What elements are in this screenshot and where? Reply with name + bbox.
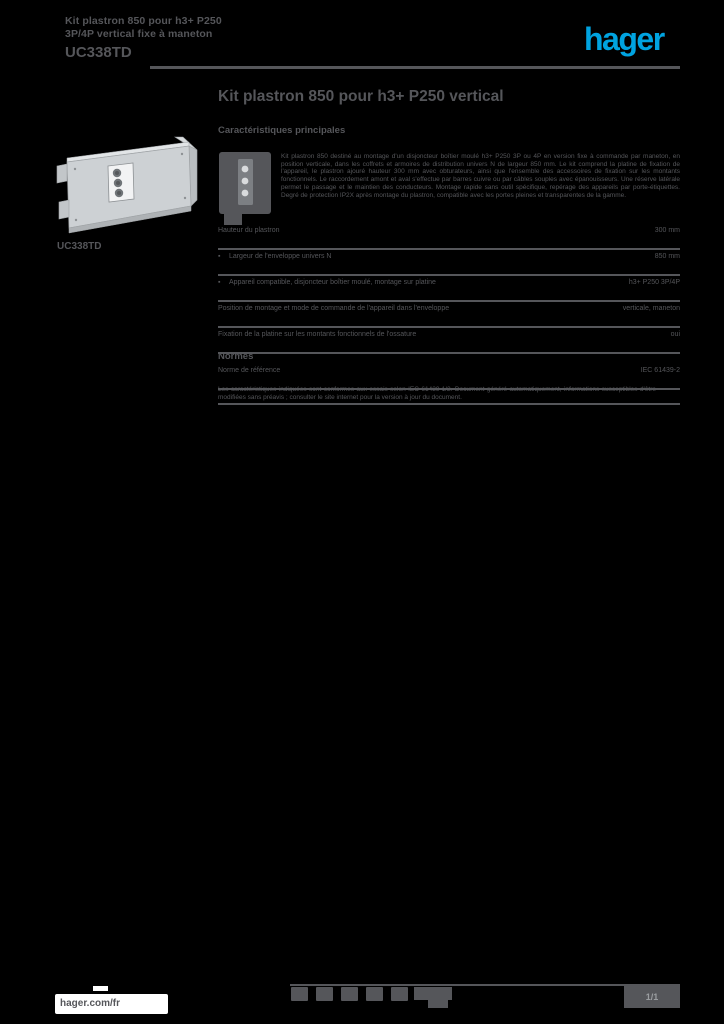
standards-note: Les caractéristiques indiquées sont conformes aux essais selon IEC 61439-1/2. Document généré automatiquement, informations susceptibles d'être modifiées sans préavis ; consulter le site internet pour la version à jour du document. — [218, 386, 656, 401]
row-label: Hauteur du plastron — [218, 227, 280, 234]
table-row — [218, 328, 680, 354]
website-link[interactable]: hager.com/fr — [55, 994, 168, 1014]
image-caption: UC338TD — [57, 241, 102, 252]
table-row — [218, 302, 680, 328]
header-block — [65, 15, 222, 61]
row-label: Fixation de la platine sur les montants fonctionnels de l'ossature — [218, 331, 417, 338]
header-title-line1: Kit plastron 850 pour h3+ P250 — [65, 15, 222, 27]
footer-picto-icon — [391, 987, 408, 1001]
table-row — [218, 250, 680, 276]
product-description: Kit plastron 850 destiné au montage d'un disjoncteur boîtier moulé h3+ P250 3P ou 4P en version fixe à commande par maneton, en position verticale, dans les coffrets et armoires de distribution univers N de largeur 850 mm. Le kit comprend la platine de fixation de l'appareil, le plastron ajouré hauteur 300 mm avec obturateurs, ainsi que l'ensemble des accessoires de fixation sur les montants fonctionnels. Le raccordement amont et aval s'effectue par barres cuivre ou par câbles souples avec épanouisseurs. Une réserve latérale permet le passage et le maintien des conducteurs. Montage rapide sans outil spécifique, repérage des appareils par porte-étiquettes. Degré de protection IP2X après montage du plastron, compatible avec les portes pleines et transparentes de la gamme. — [281, 153, 680, 199]
row-value: h3+ P250 3P/4P — [628, 279, 680, 286]
bottom-divider — [218, 403, 680, 405]
table-row — [218, 224, 680, 250]
row-value: 850 mm — [654, 253, 680, 260]
footer-picto-icon — [366, 987, 383, 1001]
row-label: Position de montage et mode de commande de l'appareil dans l'enveloppe — [218, 305, 450, 312]
footer-picto-row — [291, 987, 408, 1001]
row-label: Largeur de l'enveloppe univers N — [228, 253, 332, 260]
table-row — [218, 276, 680, 302]
product-image — [55, 136, 205, 245]
row-picto-icon: ▪ — [218, 279, 221, 286]
row-value: 300 mm — [654, 227, 680, 234]
row-value: IEC 61439-2 — [640, 367, 680, 374]
row-value: oui — [670, 331, 680, 338]
row-label: Appareil compatible, disjoncteur boîtier moulé, montage sur platine — [228, 279, 436, 286]
section-heading-standards: Normes — [218, 351, 254, 362]
hager-logo: hager — [584, 21, 664, 57]
row-value: verticale, maneton — [622, 305, 680, 312]
footer-highlight-mark — [93, 986, 108, 991]
row-label: Norme de référence — [218, 367, 281, 374]
product-picto-icon — [218, 151, 274, 232]
row-picto-icon: ▪ — [218, 253, 221, 260]
footer-picto-icon — [291, 987, 308, 1001]
footer-divider — [290, 984, 680, 986]
footer-picto-icon — [341, 987, 358, 1001]
page-title: Kit plastron 850 pour h3+ P250 vertical — [218, 88, 504, 105]
page-number-box: 1/1 — [624, 986, 680, 1008]
footer-picto-icon — [316, 987, 333, 1001]
characteristics-table — [218, 224, 680, 354]
signature-mark-icon — [414, 987, 452, 1000]
mounting-plate-illustration — [55, 136, 205, 240]
header-title-line2: 3P/4P vertical fixe à maneton — [65, 27, 213, 40]
section-heading-characteristics: Caractéristiques principales — [218, 125, 346, 136]
header-divider — [150, 66, 680, 69]
product-reference: UC338TD — [65, 44, 132, 61]
